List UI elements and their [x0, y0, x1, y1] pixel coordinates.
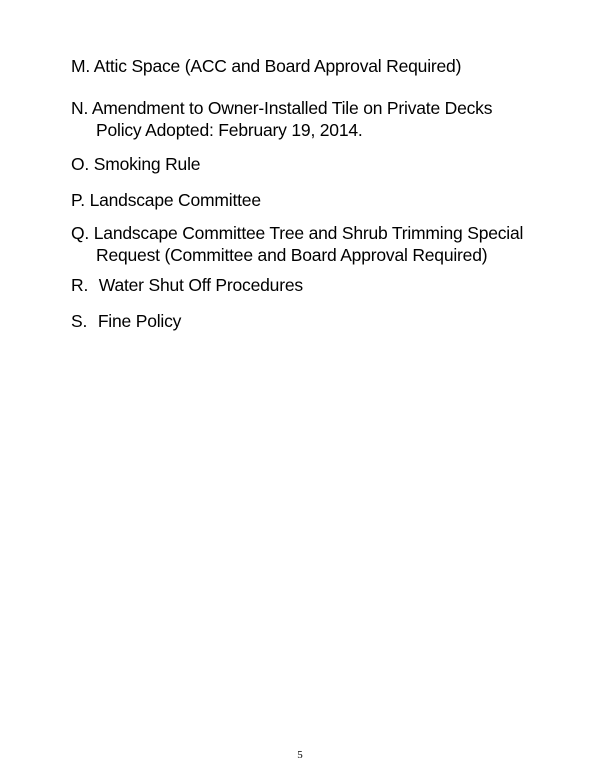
item-letter: M.	[71, 56, 91, 76]
item-text: Smoking Rule	[93, 154, 201, 174]
item-letter: O.	[71, 154, 90, 174]
item-continuation: Request (Committee and Board Approval Required)	[96, 245, 488, 265]
list-item-m	[71, 55, 461, 77]
item-letter: P.	[71, 190, 85, 210]
item-text: Landscape Committee Tree and Shrub Trimming Special	[93, 223, 524, 243]
page-number: 5	[297, 749, 303, 761]
item-letter: Q.	[71, 223, 90, 243]
list-item-n	[71, 97, 492, 141]
item-continuation: Policy Adopted: February 19, 2014.	[96, 120, 363, 140]
item-text: Amendment to Owner-Installed Tile on Private Decks	[91, 98, 493, 118]
item-letter: N.	[71, 98, 89, 118]
list-item-r	[71, 274, 303, 296]
item-text: Attic Space (ACC and Board Approval Required)	[93, 56, 462, 76]
item-text: Water Shut Off Procedures	[98, 275, 303, 295]
list-item-o	[71, 153, 200, 175]
list-item-q	[71, 222, 523, 266]
item-text: Landscape Committee	[89, 190, 261, 210]
item-letter: R.	[71, 275, 89, 295]
item-text: Fine Policy	[97, 311, 182, 331]
item-letter: S.	[71, 311, 88, 331]
list-item-s	[71, 310, 181, 332]
list-item-p	[71, 189, 261, 211]
